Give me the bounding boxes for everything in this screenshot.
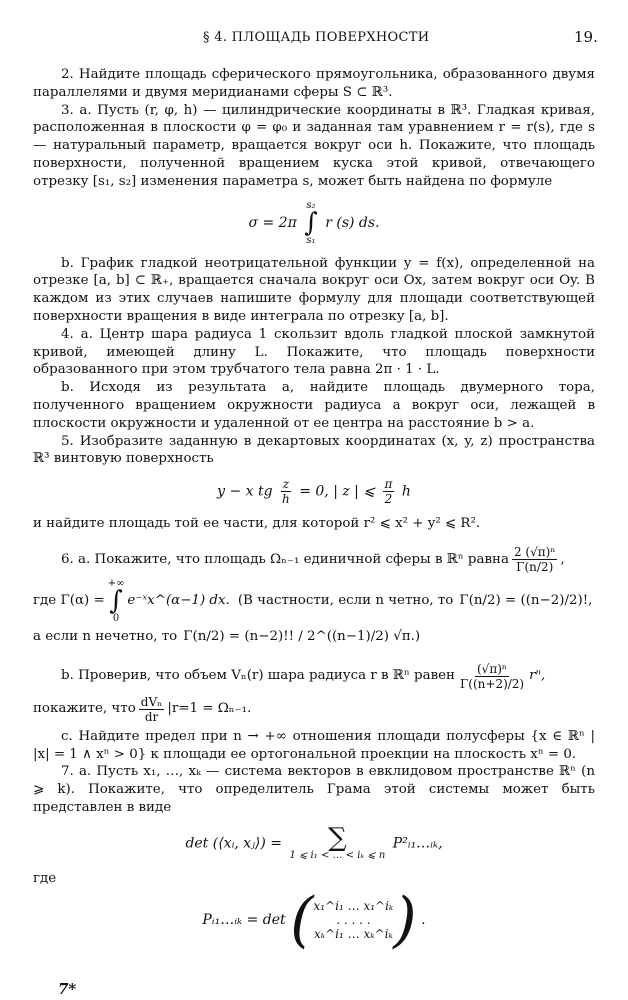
signature-mark: 7*: [58, 980, 77, 998]
page-number: 19.: [574, 28, 598, 46]
problem-2: 2. Найдите площадь сферического прямоугольника, образованного двумя параллелями и двумя меридианами сферы S ⊂ ℝ³.: [33, 67, 595, 100]
problem-3b: b. График гладкой неотрицательной функции y = f(x), определенной на отрезке [a, b] ⊂ ℝ₊, вращается сначала вокруг оси Ox, затем вокруг оси Oy. В каждом из этих случаев напишите формулу для площади соответствующей поверхности вращения в виде интеграла по отрезку [a, b].: [33, 255, 595, 324]
sphere-area-den: Γ(n/2): [516, 559, 554, 574]
section-title: § 4. ПЛОЩАДЬ ПОВЕРХНОСТИ: [203, 30, 430, 45]
gamma-even-case: (В частности, если n четно, то: [237, 593, 454, 609]
gamma-lhs: где Γ(α) =: [33, 593, 105, 609]
problem-4a: 4. a. Центр шара радиуса 1 скользит вдоль гладкой плоской замкнутой кривой, имеющей длину L. Покажите, что площадь поверхности образованного при этом трубчатого тела равна 2π · 1 · L.: [33, 326, 595, 378]
integral-upper: s₂: [306, 199, 316, 211]
problem-6b-cont: [33, 695, 595, 724]
ball-volume-num: (√π)ⁿ: [477, 661, 508, 676]
sum-sign: ∑ 1 ⩽ i₁ < … < iₖ ⩽ n: [289, 822, 386, 861]
text-body: [33, 66, 595, 959]
frac-pi: π: [384, 477, 393, 492]
gamma-even-value: Γ(n/2) = ((n−2)/2)!,: [459, 593, 593, 609]
sphere-area-num: 2 (√π)ⁿ: [513, 544, 556, 559]
problem-7a: 7. a. Пусть x₁, …, xₖ — система векторов в евклидовом пространстве ℝⁿ (n ⩾ k). Покажите, что определитель Грама этой системы может быть представлен в виде: [33, 764, 595, 815]
problem-6c: c. Найдите предел при n → +∞ отношения площади полусферы {x ∈ ℝⁿ | |x| = 1 ∧ xⁿ > 0} к площади ее ортогональной проекции на плоскость xⁿ = 0.: [33, 728, 595, 762]
matrix-row-3: xₖ^i₁ … xₖ^iₖ: [313, 926, 393, 941]
problem-6b-text: b. Проверив, что объем Vₙ(r) шара радиуса r в ℝⁿ равен: [61, 668, 455, 684]
matrix: ( x₁^i₁ … x₁^iₖ . . . . . xₖ^i₁ … xₖ^iₖ ): [290, 884, 417, 955]
fraction-ball-volume: [458, 662, 526, 691]
problem-3a: 3. a. Пусть (r, φ, h) — цилиндрические координаты в ℝ³. Гладкая кривая, расположенная в плоскости φ = φ₀ и заданная там уравнением r = r(s), где s — натуральный параметр, вращается вокруг оси h. Покажите, что площадь поверхности, полученной вращением куска этой кривой, отвечающего отрезку [s₁, s₂] изменения параметра s, может быть найдена по формуле: [33, 102, 595, 189]
dr: dr: [144, 709, 159, 724]
matrix-row-2: . . . . .: [336, 912, 371, 927]
matrix-row-1: x₁^i₁ … x₁^iₖ: [313, 898, 394, 913]
dV: dVₙ: [140, 694, 163, 709]
formula-sigma: [33, 200, 595, 246]
ball-volume-rn: rⁿ,: [529, 668, 546, 684]
ball-volume-den: Γ((n+2)/2): [459, 676, 525, 691]
frac-h: h: [282, 492, 290, 507]
formula-sigma-lhs: σ = 2π: [248, 214, 297, 231]
problem-6b: [33, 662, 595, 691]
problem-6a: 6. a. Покажите, что площадь Ωₙ₋₁ единичной сферы в ℝⁿ равна $\frac{\text{2 (√π)ⁿ}}{\Gamma(n/2)}$ ,: [61, 544, 565, 574]
dV-dr-result: |r=1 = Ωₙ₋₁.: [167, 701, 252, 717]
gamma-integrand: e⁻ˣx^(α−1) dx.: [127, 593, 230, 609]
gamma-int-lower: 0: [112, 612, 120, 624]
formula-minor: [33, 884, 595, 955]
helicoid-left: y − x tg: [217, 483, 273, 500]
formula-helicoid: [33, 477, 595, 506]
fraction-dV-dr: [139, 695, 165, 724]
problem-6a-text: 6. a. Покажите, что площадь Ωₙ₋₁ единичной сферы в ℝⁿ равна: [61, 551, 509, 567]
frac-z: z: [282, 477, 290, 492]
where-label: где: [33, 870, 57, 886]
formula-gram: [33, 822, 595, 861]
minor-lhs: Pᵢ₁…ᵢₖ = det: [202, 911, 286, 928]
problem-5-cont: и найдите площадь той ее части, для которой r² ⩽ x² + y² ⩽ R².: [33, 516, 481, 532]
fraction-z-h: [280, 477, 292, 506]
formula-sigma-integrand: r (s) ds.: [325, 214, 380, 231]
running-header: [0, 28, 628, 50]
gamma-definition: [33, 578, 595, 624]
gamma-int-upper: +∞: [107, 577, 125, 589]
fraction-pi-2: [383, 477, 395, 506]
sum-subscript: 1 ⩽ i₁ < … < iₖ ⩽ n: [289, 849, 386, 861]
frac-2: 2: [384, 492, 393, 507]
minor-end: .: [421, 911, 426, 928]
helicoid-mid: = 0, | z | ⩽: [299, 483, 376, 500]
fraction-sphere-area: [512, 545, 558, 574]
gram-lhs: det (⟨xᵢ, xⱼ⟩) =: [185, 835, 282, 852]
gamma-odd-row: [33, 628, 595, 646]
problem-5: 5. Изобразите заданную в декартовых координатах (x, y, z) пространства ℝ³ винтовую поверхность: [33, 433, 595, 467]
gram-term: P²ᵢ₁…ᵢₖ,: [392, 835, 443, 852]
gamma-odd-value: Γ(n/2) = (n−2)!! / 2^((n−1)/2) √π.): [183, 628, 421, 644]
integral-sign: s₂ ∫ s₁: [304, 199, 318, 246]
gamma-odd-case: а если n нечетно, то: [33, 628, 178, 644]
helicoid-right: h: [401, 483, 411, 500]
gamma-integral-sign: +∞ ∫ 0: [107, 577, 125, 624]
show-that: покажите, что: [33, 701, 136, 717]
problem-4b: b. Исходя из результата a, найдите площадь двумерного тора, полученного вращением окружности радиуса a вокруг оси, лежащей в плоскости окружности и удаленной от ее центра на расстояние b > a.: [33, 380, 595, 431]
integral-lower: s₁: [306, 234, 316, 246]
